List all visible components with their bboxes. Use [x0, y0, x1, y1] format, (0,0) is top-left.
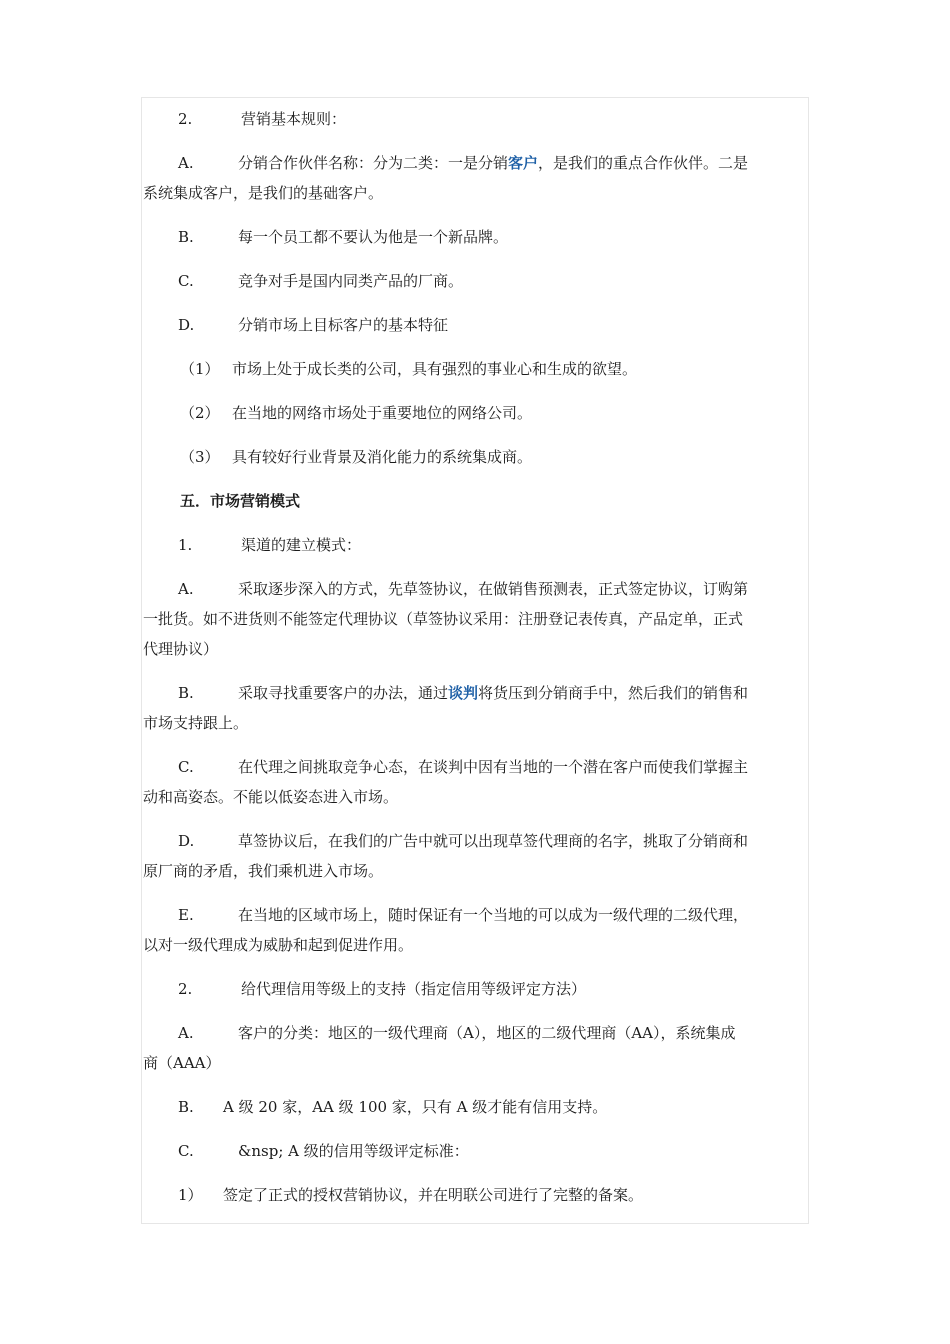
item-text: 客户的分类：地区的一级代理商（A），地区的二级代理商（AA），系统集成 [238, 1024, 736, 1042]
item-label: A. [178, 154, 194, 172]
credit-heading-2 [143, 974, 811, 1004]
item-text: 营销基本规则： [241, 110, 347, 128]
item-text: 市场上处于成长类的公司，具有强烈的事业心和生成的欲望。 [232, 360, 638, 378]
item-label: 2. [178, 110, 193, 128]
item-text: 原厂商的矛盾，我们乘机进入市场。 [143, 862, 384, 880]
channel-d [143, 826, 811, 886]
criteria-1 [143, 1180, 811, 1210]
channel-b [143, 678, 811, 738]
item-text: 商（AAA） [143, 1054, 221, 1072]
item-label: （3） [180, 448, 220, 466]
item-text: ，是我们的重点合作伙伴。二是 [538, 154, 749, 172]
item-label: C. [178, 1142, 194, 1160]
item-text: 将货压到分销商手中，然后我们的销售和 [478, 684, 749, 702]
customer-link[interactable]: 客户 [508, 154, 539, 172]
feature-2 [143, 398, 811, 428]
item-label: （2） [180, 404, 220, 422]
item-text: 一批货。如不进货则不能签定代理协议（草签协议采用：注册登记表传真，产品定单，正式 [143, 610, 744, 628]
item-text: &nsp; A 级的信用等级评定标准： [238, 1142, 469, 1160]
rule-b [143, 222, 811, 252]
item-text: 渠道的建立模式： [241, 536, 362, 554]
feature-3 [143, 442, 811, 472]
item-label: D. [178, 316, 195, 334]
item-text: 在当地的区域市场上，随时保证有一个当地的可以成为一级代理的二级代理， [238, 906, 749, 924]
item-text: 竞争对手是国内同类产品的厂商。 [238, 272, 464, 290]
channel-heading-1 [143, 530, 811, 560]
item-label: A. [178, 580, 194, 598]
credit-c [143, 1136, 811, 1166]
item-label: 1） [178, 1186, 203, 1204]
channel-e [143, 900, 811, 960]
item-text: 采取逐步深入的方式，先草签协议，在做销售预测表，正式签定协议，订购第 [238, 580, 749, 598]
credit-a [143, 1018, 811, 1078]
item-label: A. [178, 1024, 194, 1042]
item-text: 代理协议） [143, 640, 219, 658]
channel-a [143, 574, 811, 664]
item-text: 以对一级代理成为威胁和起到促进作用。 [143, 936, 414, 954]
item-text: 动和高姿态。不能以低姿态进入市场。 [143, 788, 399, 806]
item-label: C. [178, 758, 194, 776]
negotiation-link[interactable]: 谈判 [448, 684, 479, 702]
rule-a-partners [143, 148, 811, 208]
item-label: （1） [180, 360, 220, 378]
item-label: B. [178, 1098, 194, 1116]
item-label: E. [178, 906, 194, 924]
item-text: 系统集成客户，是我们的基础客户。 [143, 184, 384, 202]
item-text: 签定了正式的授权营销协议，并在明联公司进行了完整的备案。 [223, 1186, 644, 1204]
item-text: A 级 20 家，AA 级 100 家，只有 A 级才能有信用支持。 [223, 1098, 608, 1116]
item-text: 每一个员工都不要认为他是一个新品牌。 [238, 228, 509, 246]
item-label: C. [178, 272, 194, 290]
section-heading: 五．市场营销模式 [180, 492, 301, 510]
channel-c [143, 752, 811, 812]
item-text: 在代理之间挑取竞争心态，在谈判中因有当地的一个潜在客户而使我们掌握主 [238, 758, 749, 776]
item-text: 采取寻找重要客户的办法，通过 [238, 684, 449, 702]
item-label: 1. [178, 536, 193, 554]
rule-d [143, 310, 811, 340]
rule-c [143, 266, 811, 296]
item-label: B. [178, 228, 194, 246]
document-body [143, 104, 811, 1224]
credit-b [143, 1092, 811, 1122]
rule-heading-2 [143, 104, 811, 134]
item-text: 分销合作伙伴名称：分为二类：一是分销 [238, 154, 509, 172]
item-text: 草签协议后，在我们的广告中就可以出现草签代理商的名字，挑取了分销商和 [238, 832, 749, 850]
item-label: D. [178, 832, 195, 850]
item-text: 在当地的网络市场处于重要地位的网络公司。 [232, 404, 533, 422]
item-label: 2. [178, 980, 193, 998]
item-text: 给代理信用等级上的支持（指定信用等级评定方法） [241, 980, 587, 998]
item-text: 分销市场上目标客户的基本特征 [238, 316, 449, 334]
feature-1 [143, 354, 811, 384]
item-label: B. [178, 684, 194, 702]
item-text: 具有较好行业背景及消化能力的系统集成商。 [232, 448, 533, 466]
item-text: 市场支持跟上。 [143, 714, 249, 732]
